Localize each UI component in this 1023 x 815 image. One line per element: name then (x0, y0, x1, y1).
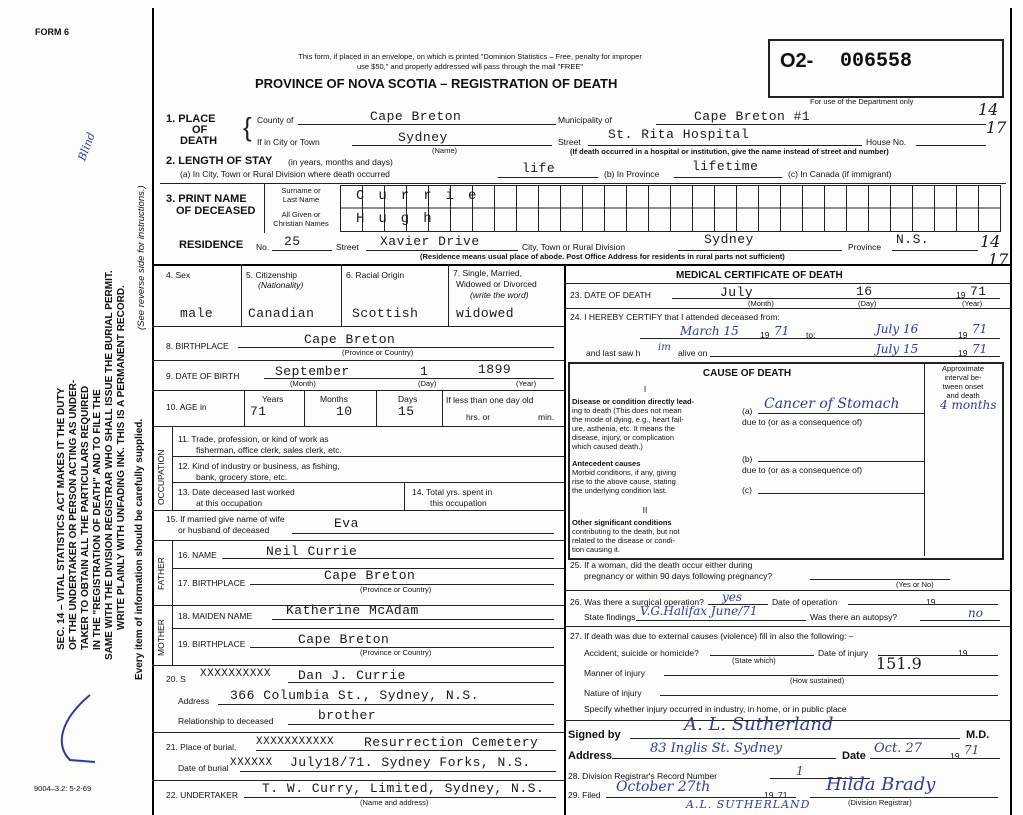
father-div (172, 540, 173, 605)
side-instruction-5: SAME WITH THE DIVISION REGISTRAR WHO SHALL ISSUE THE BURIAL PERMIT. (104, 270, 115, 660)
direct-cause-5: disease, injury, or complication (572, 433, 674, 442)
place-label-death: DEATH (180, 135, 218, 147)
dob-month-sub: (Month) (290, 379, 316, 388)
occ-14-label-1: 14. Total yrs. spent in (412, 487, 493, 497)
cell-div-2 (341, 264, 342, 326)
approx-label-1: Approximate (941, 364, 985, 373)
mother-bp-label: 19. BIRTHPLACE (178, 639, 246, 649)
row-line-26 (564, 626, 1010, 627)
age-years: 71 (250, 404, 267, 419)
other-cond-2: contributing to the death, but not (572, 527, 680, 536)
specify-label: Specify whether injury occurred in industry, in home, or in public place (584, 704, 847, 714)
approx-label-3: tween onset (942, 382, 984, 391)
signed-label: Signed by (568, 729, 621, 741)
dob-year-sub: (Year) (516, 379, 537, 388)
stay-label: 2. LENGTH OF STAY (166, 155, 273, 167)
father-name-label: 16. NAME (178, 550, 217, 560)
informant-address-label: Address (178, 696, 210, 706)
last-saw-year: 71 (972, 342, 988, 356)
house-label: House No. (866, 137, 907, 147)
q26-value: yes (722, 590, 743, 604)
registrar-signature: Hilda Brady (826, 774, 936, 795)
certify-to-label: to: (806, 330, 816, 340)
dept-code-14-res: 14 (980, 232, 1001, 251)
stay-b-value: lifetime (692, 159, 759, 174)
autopsy-label: Was there an autopsy? (810, 612, 898, 622)
stay-a-label: (a) In City, Town or Rural Division where death occurred (180, 169, 390, 179)
county-value: Cape Breton (370, 109, 462, 124)
city-name-sub: (Name) (432, 146, 458, 155)
md-address-line (612, 758, 836, 759)
findings-line (636, 620, 806, 621)
county-label: County of (257, 115, 294, 125)
side-instruction-2: OF THE UNDERTAKER OR PERSON ACTING AS UNDER- (68, 379, 79, 650)
surname-value: Currie (356, 188, 491, 204)
hospital-note: (If death occurred in a hospital or institution, give the name instead of street and number) (570, 147, 889, 156)
injury-date-label: Date of injury (818, 648, 869, 658)
mother-vertical-label: MOTHER (156, 619, 166, 656)
name-top-line (160, 183, 1006, 184)
stay-b-line (674, 177, 782, 178)
given-label-2: Christian Names (273, 219, 329, 228)
right-margin-rule (1010, 8, 1012, 815)
residence-city-label: City, Town or Rural Division (522, 242, 626, 252)
dod-month-sub: (Month) (748, 299, 774, 308)
registrar-sub: (Division Registrar) (848, 798, 912, 807)
md-date: Oct. 27 (874, 741, 922, 756)
municipality-label: Municipality of (558, 115, 612, 125)
age-days-label: Days (398, 394, 418, 404)
md-date-label: Date (842, 750, 866, 762)
burial-place: Resurrection Cemetery (364, 735, 539, 750)
alive-on-label: alive on (678, 348, 708, 358)
street-line (588, 145, 862, 146)
certify-to-year: 71 (972, 322, 988, 336)
citizenship-label-1: 5. Citizenship (246, 270, 298, 280)
header-note-2: use $50," and properly addressed will pass through the mail "FREE" (356, 62, 584, 71)
md-address: 83 Inglis St. Sydney (650, 741, 782, 756)
birthplace-label: 8. BIRTHPLACE (166, 341, 229, 351)
house-line (916, 145, 986, 146)
dod-month: July (720, 285, 754, 300)
occ-13-label-1: 13. Date deceased last worked (178, 487, 295, 497)
antecedent-2: Morbid conditions, if any, giving (572, 468, 677, 477)
injury-year-prefix: 19 (958, 648, 968, 658)
other-cond-4: tion causing it. (572, 545, 620, 554)
place-label: 1. PLACE (166, 113, 216, 125)
sex-label: 4. Sex (166, 270, 191, 280)
informant-struck: XXXXXXXXXX (200, 668, 272, 680)
approx-label-2: interval be- (944, 373, 982, 382)
margin-handwriting: Blind (75, 130, 98, 163)
cause-a-label: (a) (742, 406, 753, 416)
name-label-1: 3. PRINT NAME (166, 193, 247, 205)
medical-heading: MEDICAL CERTIFICATE OF DEATH (676, 270, 843, 281)
direct-cause-2: ing to death (This does not mean (572, 406, 682, 415)
form-title: PROVINCE OF NOVA SCOTIA – REGISTRATION OF DEATH (255, 76, 618, 91)
residence-prov-label: Province (848, 242, 882, 252)
state-findings-label: State findings (584, 612, 636, 622)
given-value: Hugh (356, 211, 446, 227)
occ-line-11 (172, 456, 564, 457)
municipality-line (656, 124, 986, 125)
father-bp-sub: (Province or Country) (360, 585, 432, 594)
residence-prov: N.S. (896, 232, 930, 247)
racial-value: Scottish (352, 306, 419, 321)
burial-struck: XXXXXXXXXXX (256, 736, 335, 748)
undertaker-sub: (Name and address) (360, 798, 429, 807)
less-than-day-label: If less than one day old (446, 395, 534, 405)
certify-label: 24. I HEREBY CERTIFY that I attended deceased from: (570, 312, 780, 322)
cause-heading: CAUSE OF DEATH (702, 368, 792, 379)
cause-b-line (758, 461, 924, 462)
residence-no-line (272, 250, 332, 251)
direct-cause-4: ure, asthenia, etc. It means the (572, 424, 675, 433)
sex-value: male (180, 306, 214, 321)
certify-to: July 16 (876, 322, 919, 336)
dob-day-sub: (Day) (418, 379, 437, 388)
surname-label-1: Surname or (281, 186, 321, 195)
nature-line (660, 695, 998, 696)
row-line-8 (152, 360, 564, 361)
relationship-label: Relationship to deceased (178, 716, 274, 726)
dob-day: 1 (420, 364, 429, 379)
certify-to-prefix: 19 (958, 330, 968, 340)
direct-cause-1: Disease or condition directly lead- (572, 397, 695, 406)
age-div-3 (376, 390, 377, 426)
last-saw-prefix: 19 (958, 348, 968, 358)
burial-date-struck: XXXXXX (230, 757, 273, 769)
occupation-vertical-label: OCCUPATION (156, 449, 166, 505)
row-line-10 (152, 426, 564, 427)
place-brace: { (243, 112, 252, 142)
last-saw-date: July 15 (876, 342, 919, 356)
side-instruction-8: (See reverse side for instructions.) (136, 185, 147, 330)
marital-label-1: 7. Single, Married, (453, 268, 522, 278)
informant-address-line (218, 704, 554, 705)
div-reg-number: 1 (796, 764, 804, 778)
age-label: 10. AGE in (166, 402, 207, 412)
spouse-value: Eva (334, 516, 359, 531)
op-year-prefix: 19 (926, 597, 936, 607)
given-label-1: All Given or (281, 210, 321, 219)
occupation-div (172, 426, 173, 510)
antecedent-3: rise to the above cause, stating (572, 477, 676, 486)
op-date-label: Date of operation (772, 597, 838, 607)
signed-line (630, 738, 960, 739)
interval-divider (924, 362, 925, 556)
occ-11-label-2: fisherman, office clerk, sales clerk, etc. (196, 445, 342, 455)
residence-street-label: Street (336, 242, 359, 252)
residence-label: RESIDENCE (179, 239, 244, 251)
autopsy-value: no (968, 606, 983, 620)
registration-number: 006558 (840, 50, 913, 73)
burial-label: 21. Place of burial, (166, 742, 237, 752)
spouse-line (292, 533, 554, 534)
op-date-line (848, 604, 998, 605)
occ-13-14-div (404, 482, 405, 510)
md-date-year: 71 (964, 743, 980, 757)
mother-bp-sub: (Province or Country) (360, 648, 432, 657)
name-divider (264, 183, 265, 233)
age-months: 10 (336, 404, 353, 419)
mother-bp: Cape Breton (298, 632, 390, 647)
q27-label: 27. If death was due to external causes (violence) fill in also the following: – (570, 631, 854, 641)
age-div-1 (244, 390, 245, 426)
antecedent-4: the underlying condition last. (572, 486, 668, 495)
less-than-day-hrs: hrs. or (466, 412, 491, 422)
last-saw-label: and last saw h (586, 348, 641, 358)
age-div-4 (442, 390, 443, 426)
md-address-label: Address (568, 750, 613, 762)
findings-value: V.G.Halifax June/71 (640, 604, 758, 618)
side-instruction-1: SEC. 14 – VITAL STATISTICS ACT MAKES IT THE DUTY (56, 387, 67, 650)
informant-address: 366 Columbia St., Sydney, N.S. (230, 688, 480, 703)
cell-div-3 (448, 264, 449, 326)
mother-name-label: 18. MAIDEN NAME (178, 611, 253, 621)
interval-a-value: 4 months (940, 398, 997, 412)
stay-b-label: (b) In Province (604, 169, 660, 179)
form-number: FORM 6 (35, 27, 70, 37)
residence-street: Xavier Drive (380, 234, 480, 249)
roman-1: I (643, 384, 647, 394)
age-years-label: Years (262, 394, 284, 404)
registration-prefix: O2- (780, 50, 814, 72)
filed-date: October 27th (616, 779, 711, 795)
mother-name: Katherine McAdam (286, 603, 419, 618)
dod-year-sub: (Year) (962, 299, 983, 308)
marital-label-2: Widowed or Divorced (456, 279, 537, 289)
relationship-value: brother (318, 708, 377, 723)
row-line-19 (152, 665, 564, 666)
dod-label: 23. DATE OF DEATH (570, 290, 651, 300)
dept-code-14-top: 14 (978, 100, 999, 119)
row-line-7 (152, 326, 564, 327)
due-to-2: due to (or as a consequence of) (742, 465, 863, 475)
cause-b-label: (b) (742, 454, 753, 464)
autopsy-line (920, 620, 1000, 621)
stay-a-line (498, 177, 598, 178)
father-name: Neil Currie (266, 544, 358, 559)
manner-label: Manner of injury (584, 668, 645, 678)
direct-cause-3: the mode of dying, e.g., heart fail- (572, 415, 684, 424)
filed-label: 29. Filed (568, 790, 601, 800)
q25-sub: (Yes or No) (896, 580, 934, 589)
occ-13-label-2: at this occupation (196, 498, 263, 508)
surname-label-2: Last Name (282, 195, 320, 204)
street-value: St. Rita Hospital (608, 127, 750, 142)
certify-line (640, 338, 1000, 339)
father-bp-label: 17. BIRTHPLACE (178, 578, 246, 588)
informant-name: Dan J. Currie (298, 668, 406, 683)
place-label-of: OF (192, 124, 208, 136)
residence-street-line (366, 250, 518, 251)
left-margin-rule (152, 8, 154, 815)
row-line-20 (152, 732, 564, 733)
marital-value: widowed (456, 306, 515, 321)
mother-name-line (272, 619, 554, 620)
stamp-number: 151.9 (876, 654, 922, 673)
informant-line (288, 682, 554, 683)
county-line (298, 124, 556, 125)
cause-a-value: Cancer of Stomach (764, 396, 900, 412)
dod-year-prefix: 19 (956, 290, 966, 300)
dept-code-17-top: 17 (986, 118, 1007, 137)
approx-label-4: and death (946, 391, 980, 400)
state-which-sub: (State which) (732, 656, 776, 665)
age-months-label: Months (320, 394, 348, 404)
city-label: If in City or Town (257, 137, 320, 147)
dob-year: 1899 (478, 362, 512, 377)
cause-a-line (758, 413, 924, 414)
burial-date-label: Date of burial (178, 763, 229, 773)
last-saw-line (710, 356, 1000, 357)
row-line-23 (564, 308, 1010, 309)
row-line-9 (152, 390, 564, 391)
racial-label: 6. Racial Origin (346, 270, 405, 280)
residence-prov-line (892, 250, 978, 251)
side-instruction-7: Every item of information should be carefully supplied. (134, 418, 145, 680)
dob-month: September (275, 364, 350, 379)
occ-line-12 (172, 482, 564, 483)
marital-label-3: (write the word) (470, 290, 529, 300)
municipality-value: Cape Breton #1 (694, 109, 811, 124)
department-use-note: For use of the Department only (810, 97, 914, 106)
medical-heading-line (564, 283, 1010, 284)
citizenship-value: Canadian (248, 306, 315, 321)
less-than-day-min: min. (538, 412, 555, 422)
residence-no-label: No. (256, 242, 270, 252)
bottom-printed-name: A.L. SUTHERLAND (686, 798, 811, 811)
q25-label-2: pregnancy or within 90 days following pregnancy? (584, 571, 773, 581)
nature-label: Nature of injury (584, 688, 642, 698)
cell-div-1 (241, 264, 242, 326)
occ-14-label-2: this occupation (430, 498, 487, 508)
dod-line (672, 298, 1000, 299)
mother-div (172, 605, 173, 665)
certify-from-prefix: 19 (760, 330, 770, 340)
side-instruction-4: IN THE "REGISTRATION OF DEATH" AND TO FILE THE (92, 389, 103, 650)
undertaker-value: T. W. Curry, Limited, Sydney, N.S. (262, 781, 545, 796)
occ-12-label-1: 12. Kind of industry or business, as fishing, (178, 461, 340, 471)
birthplace-sub: (Province or Country) (342, 348, 414, 357)
row-line-14 (152, 510, 564, 511)
direct-cause-6: which caused death.) (572, 442, 643, 451)
antecedent-1: Antecedent causes (572, 459, 641, 468)
column-divider (564, 264, 566, 815)
birthplace-value: Cape Breton (304, 332, 396, 347)
last-saw-hw: im (658, 342, 671, 353)
certify-from-year: 71 (774, 324, 790, 338)
father-bp: Cape Breton (324, 568, 416, 583)
occ-11-label-1: 11. Trade, profession, or kind of work as (178, 434, 329, 444)
q25-label-1: 25. If a woman, did the death occur either during (570, 560, 753, 570)
dept-code-17-res: 17 (988, 250, 1009, 269)
md-date-prefix: 19 (950, 751, 960, 761)
residence-no: 25 (284, 234, 301, 249)
occ-12-label-2: bank, grocery store, etc. (196, 472, 288, 482)
name-label-2: OF DECEASED (176, 205, 256, 217)
side-instruction-6: WRITE PLAINLY WITH UNFADING INK. THIS IS A PERMANENT RECORD. (116, 285, 127, 630)
dod-day-sub: (Day) (858, 299, 877, 308)
margin-scribble (50, 690, 110, 770)
div-reg-label: 28. Division Registrar's Record Number (568, 771, 718, 781)
mother-row-line (172, 628, 564, 629)
other-cond-3: related to the disease or condi- (572, 536, 675, 545)
how-sustained-sub: (How sustained) (790, 676, 845, 685)
header-note-1: This form, if placed in an envelope, on which is printed "Dominion Statistics – Free, penalty for improper (298, 52, 642, 61)
md-date-line (870, 758, 1000, 759)
spouse-label-1: 15. If married give name of wife (166, 514, 285, 524)
burial-place-line (256, 750, 556, 751)
stay-c-label: (c) In Canada (if immigrant) (788, 169, 892, 179)
section-divider (152, 264, 1010, 266)
md-label: M.D. (966, 729, 990, 741)
residence-city: Sydney (704, 232, 754, 247)
burial-date-line (240, 771, 556, 772)
other-cond-1: Other significant conditions (572, 518, 672, 527)
filed-year-prefix: 19 (764, 790, 774, 800)
age-days: 15 (398, 404, 415, 419)
stay-sub: (in years, months and days) (288, 157, 393, 167)
q26-label: 26. Was there a surgical operation? (570, 597, 704, 607)
dod-day: 16 (856, 284, 873, 299)
city-value: Sydney (398, 130, 448, 145)
roman-2: II (642, 505, 648, 515)
citizenship-label-2: (Nationality) (258, 280, 304, 290)
undertaker-label: 22. UNDERTAKER (166, 790, 238, 800)
street-label: Street (558, 137, 581, 147)
father-name-line (222, 558, 554, 559)
form-code: 9004–3.2: 5-2-69 (34, 784, 92, 793)
filed-year: 71 (778, 790, 788, 800)
accident-label: Accident, suicide or homicide? (584, 648, 699, 658)
row-line-15 (152, 540, 564, 541)
father-vertical-label: FATHER (156, 557, 166, 590)
dod-year: 71 (970, 284, 987, 299)
cause-c-line (758, 493, 924, 494)
age-div-2 (304, 390, 305, 426)
residence-city-line (678, 250, 842, 251)
due-to-1: due to (or as a consequence of) (742, 417, 863, 427)
relationship-line (288, 724, 554, 725)
side-instruction-3: TAKER TO OBTAIN ALL THE PARTICULARS REQUIRED (80, 385, 91, 650)
certify-from: March 15 (680, 324, 739, 338)
stay-a-value: life (522, 161, 556, 176)
row-line-25 (564, 590, 1010, 591)
informant-label: 20. S (166, 674, 186, 684)
signed-signature: A. L. Sutherland (684, 714, 834, 735)
spouse-label-2: or husband of deceased (178, 525, 270, 535)
cause-c-label: (c) (742, 485, 752, 495)
dob-label: 9. DATE OF BIRTH (166, 371, 240, 381)
residence-note: (Residence means usual place of abode. Post Office Address for residents in rural parts not sufficient) (420, 252, 785, 261)
burial-date: July18/71. Sydney Forks, N.S. (290, 755, 531, 770)
